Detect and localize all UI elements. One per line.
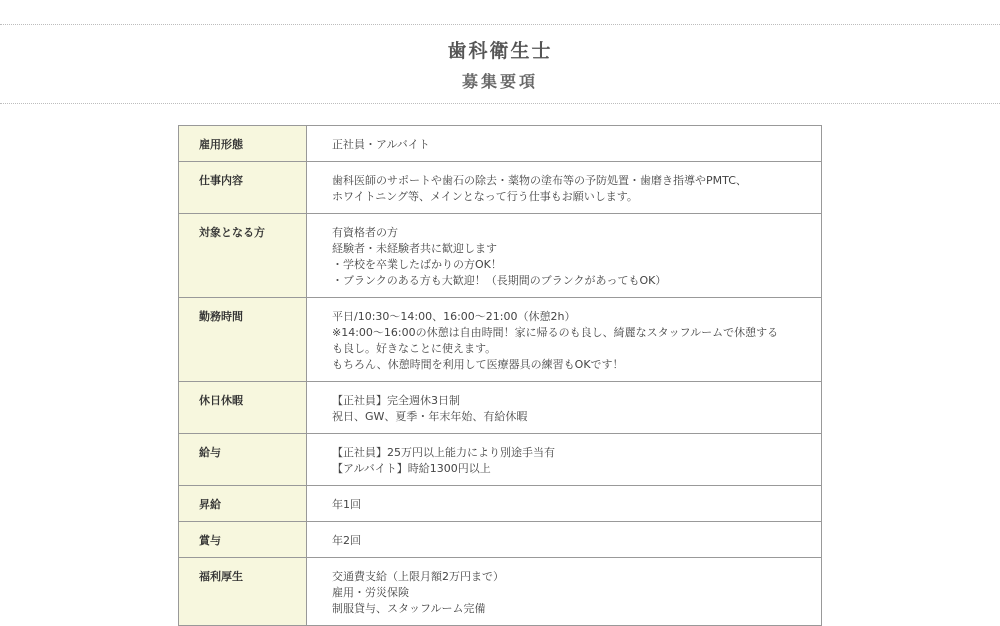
row-value-line: 有資格者の方 <box>332 226 398 239</box>
row-value-line: 祝日、GW、夏季・年末年始、有給休暇 <box>332 410 528 423</box>
row-label: 福利厚生 <box>179 558 307 626</box>
table-row <box>179 382 822 434</box>
row-value <box>307 298 822 382</box>
row-value-line: 経験者・未経験者共に歓迎します <box>332 242 497 255</box>
recruitment-table <box>178 125 822 626</box>
row-label: 休日休暇 <box>179 382 307 434</box>
table-row <box>179 486 822 522</box>
row-value <box>307 382 822 434</box>
recruitment-table-body <box>179 126 822 626</box>
row-value-line: 制服貸与、スタッフルーム完備 <box>332 602 486 615</box>
row-value-line: ホワイトニング等、メインとなって行う仕事もお願いします。 <box>332 190 638 203</box>
table-row <box>179 558 822 626</box>
row-value-line: ・ブランクのある方も大歓迎！（長期間のブランクがあってもOK） <box>332 274 667 287</box>
row-value-line: 平日/10:30～14:00、16:00～21:00（休憩2h） <box>332 310 576 323</box>
row-value-line: 【アルバイト】時給1300円以上 <box>332 462 491 475</box>
row-value-line: 【正社員】25万円以上能力により別途手当有 <box>332 446 555 459</box>
row-value <box>307 162 822 214</box>
row-label: 対象となる方 <box>179 214 307 298</box>
table-row <box>179 126 822 162</box>
row-value-line: ※14:00～16:00の休憩は自由時間！家に帰るのも良し、綺麗なスタッフルームで休憩する <box>332 326 779 339</box>
row-label: 昇給 <box>179 486 307 522</box>
row-value <box>307 126 822 162</box>
row-value-line: 【正社員】完全週休3日制 <box>332 394 460 407</box>
row-label: 仕事内容 <box>179 162 307 214</box>
row-value-line: 正社員・アルバイト <box>332 138 430 151</box>
table-row <box>179 214 822 298</box>
row-value-line: も良し。好きなことに使えます。 <box>332 342 497 355</box>
row-value <box>307 558 822 626</box>
row-value-line: もちろん、休憩時間を利用して医療器具の練習もOKです！ <box>332 358 624 371</box>
row-value-line: 歯科医師のサポートや歯石の除去・薬物の塗布等の予防処置・歯磨き指導やPMTC、 <box>332 174 747 187</box>
page-title: 歯科衛生士 <box>447 40 553 62</box>
table-row <box>179 434 822 486</box>
page-subtitle: 募集要項 <box>461 72 538 91</box>
table-row <box>179 522 822 558</box>
row-value <box>307 522 822 558</box>
table-row <box>179 298 822 382</box>
row-label: 賞与 <box>179 522 307 558</box>
row-label: 勤務時間 <box>179 298 307 382</box>
row-label: 雇用形態 <box>179 126 307 162</box>
row-value-line: ・学校を卒業したばかりの方OK！ <box>332 258 502 271</box>
row-label: 給与 <box>179 434 307 486</box>
row-value-line: 年2回 <box>332 534 361 547</box>
row-value <box>307 434 822 486</box>
row-value <box>307 214 822 298</box>
row-value-line: 交通費支給（上限月額2万円まで） <box>332 570 504 583</box>
row-value-line: 年1回 <box>332 498 361 511</box>
row-value <box>307 486 822 522</box>
table-row <box>179 162 822 214</box>
page-header <box>0 24 1000 104</box>
row-value-line: 雇用・労災保険 <box>332 586 409 599</box>
